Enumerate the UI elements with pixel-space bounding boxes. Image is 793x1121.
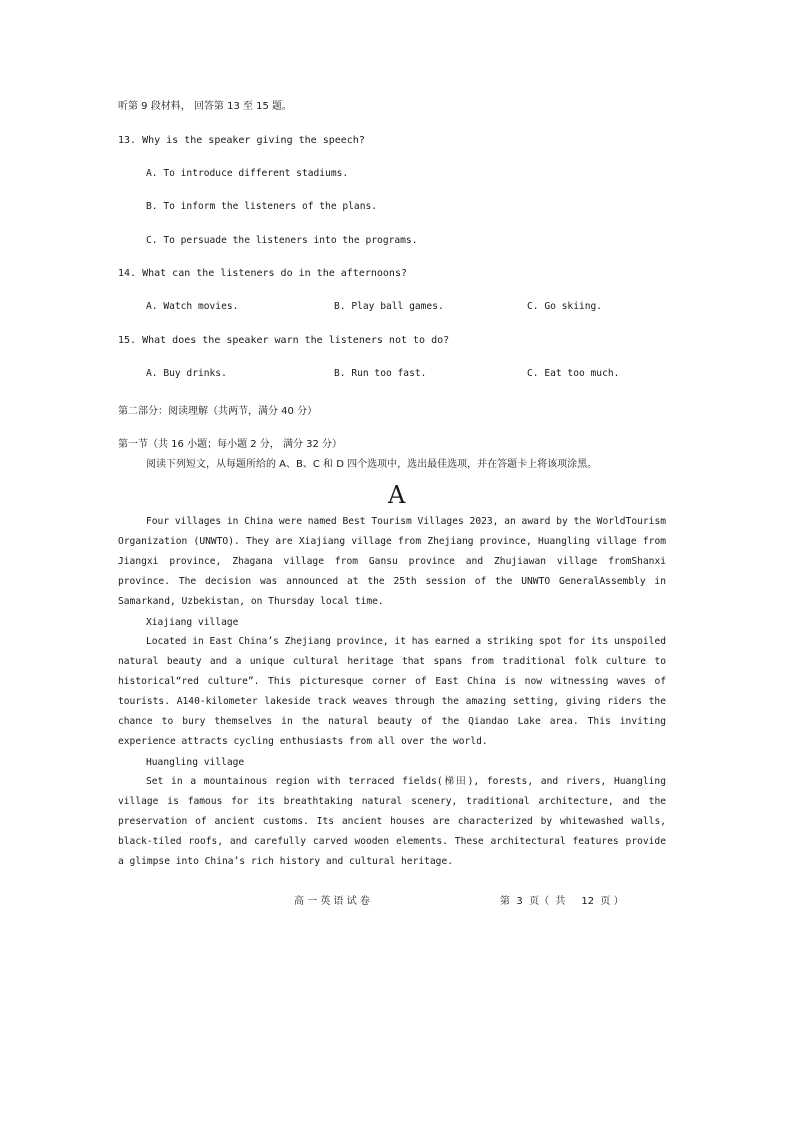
- q15-option-c: C. Eat too much.: [527, 368, 620, 379]
- footer-subject: 高 一 英 语 试 卷: [294, 896, 370, 907]
- q15-option-b: B. Run too fast.: [334, 368, 427, 379]
- passage-letter: A: [388, 481, 406, 509]
- q13-option-b: B. To inform the listeners of the plans.: [146, 201, 378, 212]
- reading-section-title: 第一节（共 16 小题；每小题 2 分， 满分 32 分）: [118, 439, 343, 450]
- listening-instruction: 听第 9 段材料， 回答第 13 至 15 题。: [118, 101, 293, 112]
- q14-option-a: A. Watch movies.: [146, 301, 239, 312]
- passage-paragraph-1: Four villages in China were named Best Tourism Villages 2023, an award by the WorldTourism Organization (UNWTO). They are Xiajiang village from Zhejiang province, Huangling village from Jiangxi province, Zhagana village from Gansu province and Zhujiawan village fromShanxi province. The decision was announced at the 25th session of the UNWTO GeneralAssembly in Samarkand, Uzbekistan, on Thursday local time.: [118, 516, 666, 607]
- passage-heading-2: Huangling village: [146, 757, 245, 768]
- q14-option-b: B. Play ball games.: [334, 301, 444, 312]
- question-14: 14. What can the listeners do in the afternoons?: [118, 268, 407, 279]
- reading-section-instruction: 阅读下列短文，从每题所给的 A、B、C 和 D 四个选项中，选出最佳选项，并在答题卡上将该项涂黑。: [146, 459, 598, 470]
- passage-paragraph-3: Set in a mountainous region with terraced fields(梯田), forests, and rivers, Huangling village is famous for its breathtaking natural scenery, traditional architecture, and the preservation of ancient customs. Its ancient houses are characterized by whitewashed walls, black-tiled roofs, and carefully carved wooden elements. These architectural features provide a glimpse into China’s rich history and cultural heritage.: [118, 776, 666, 867]
- q13-option-c: C. To persuade the listeners into the programs.: [146, 235, 418, 246]
- question-13: 13. Why is the speaker giving the speech?: [118, 135, 365, 146]
- q14-option-c: C. Go skiing.: [527, 301, 603, 312]
- passage-paragraph-2: Located in East China’s Zhejiang province, it has earned a striking spot for its unspoiled natural beauty and a unique cultural heritage that spans from traditional folk culture to historical“red culture”. This picturesque corner of East China is now witnessing waves of tourists. A140-kilometer lakeside track weaves through the amazing setting, giving riders the chance to bury themselves in the natural beauty of the Qiandao Lake area. This inviting experience attracts cycling enthusiasts from all over the world.: [118, 636, 666, 747]
- footer-page-number: 第 3 页（ 共 12 页 ）: [500, 896, 624, 907]
- question-15: 15. What does the speaker warn the listeners not to do?: [118, 335, 450, 346]
- passage-heading-1: Xiajiang village: [146, 617, 239, 628]
- reading-part-title: 第二部分：阅读理解（共两节，满分 40 分）: [118, 406, 318, 417]
- q15-option-a: A. Buy drinks.: [146, 368, 227, 379]
- q13-option-a: A. To introduce different stadiums.: [146, 168, 349, 179]
